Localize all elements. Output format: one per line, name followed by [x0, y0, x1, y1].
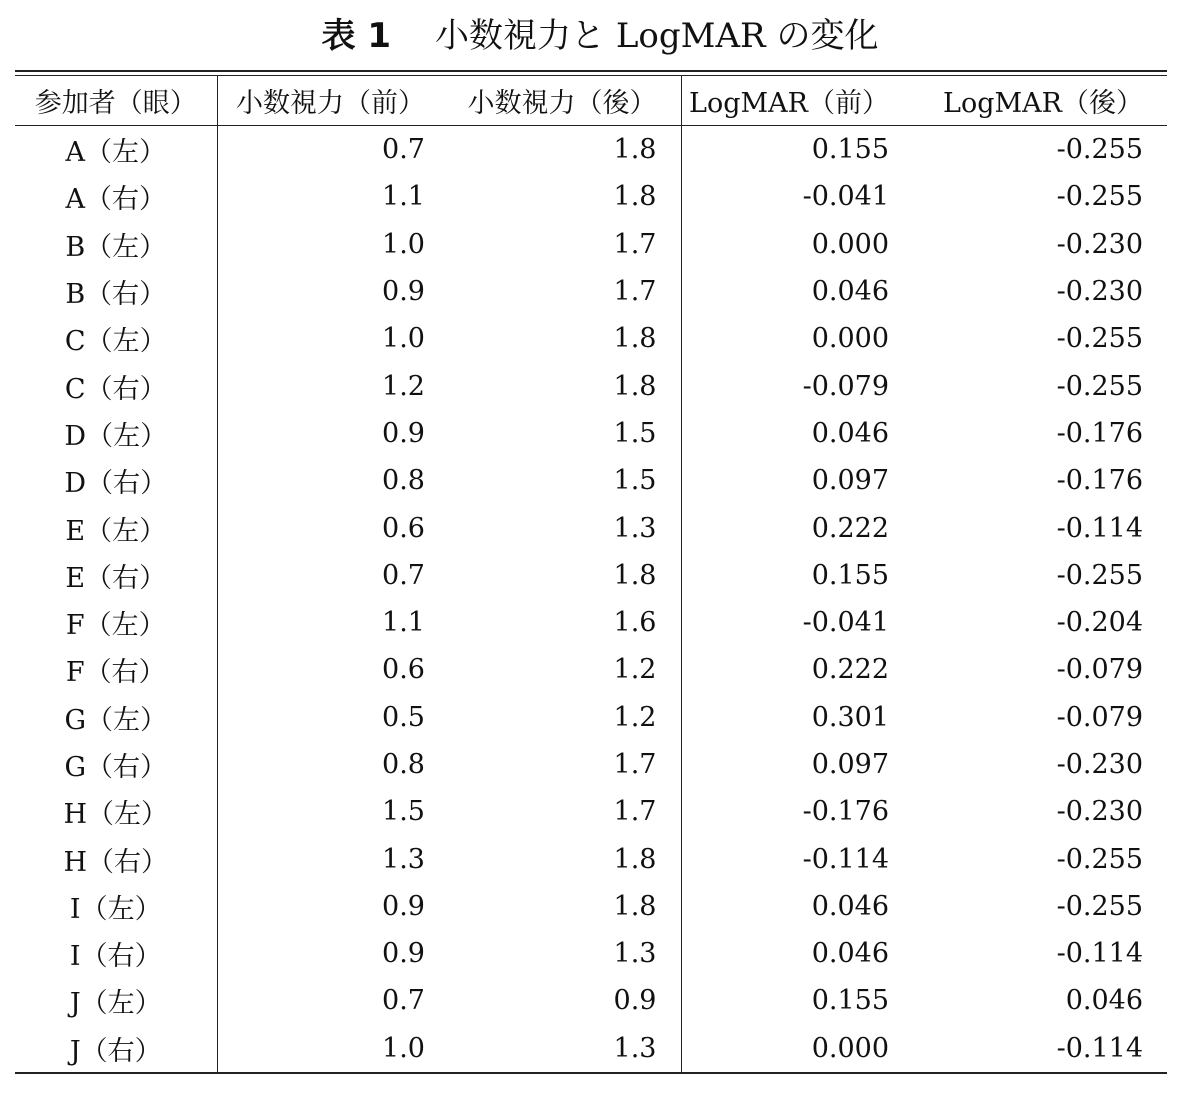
participant-cell: A（右）	[15, 173, 217, 220]
logmar-before-cell: 0.046	[811, 417, 889, 449]
decimal-before-cell: 1.3	[382, 843, 425, 875]
participant-cell: I（右）	[15, 930, 217, 977]
table-row	[15, 126, 1167, 174]
participant-cell: H（左）	[15, 788, 217, 835]
decimal-after-cell: 1.8	[449, 883, 681, 930]
visual-acuity-table	[15, 75, 1167, 1074]
table-row	[15, 410, 1167, 457]
caption-label: 表 1	[321, 16, 392, 56]
participant-cell: I（左）	[15, 883, 217, 930]
participant-cell: E（右）	[15, 552, 217, 599]
table-row	[15, 694, 1167, 741]
decimal-before-cell: 0.7	[382, 559, 425, 591]
logmar-before-cell: 0.046	[811, 938, 889, 970]
decimal-after-cell: 1.7	[449, 741, 681, 788]
table-row	[15, 883, 1167, 930]
participant-cell: G（左）	[15, 694, 217, 741]
participant-cell: F（左）	[15, 599, 217, 646]
participant-cell: G（右）	[15, 741, 217, 788]
table-row	[15, 930, 1167, 977]
decimal-after-cell: 1.3	[449, 504, 681, 551]
decimal-after-cell: 1.8	[449, 362, 681, 409]
logmar-before-cell: 0.000	[811, 323, 889, 355]
logmar-after-cell: -0.230	[1056, 276, 1143, 308]
decimal-before-cell: 1.2	[382, 370, 425, 402]
header-row	[15, 76, 1167, 126]
participant-cell: C（右）	[15, 362, 217, 409]
table-row	[15, 457, 1167, 504]
decimal-before-cell: 0.9	[382, 276, 425, 308]
decimal-after-cell: 1.8	[449, 835, 681, 882]
logmar-before-cell: 0.097	[811, 749, 889, 780]
decimal-before-cell: 0.9	[382, 890, 425, 922]
logmar-before-cell: 0.097	[811, 465, 889, 497]
decimal-before-cell: 0.9	[382, 938, 425, 970]
decimal-before-cell: 0.5	[382, 701, 425, 733]
table-row	[15, 268, 1167, 315]
decimal-before-cell: 1.0	[382, 323, 425, 355]
table-header	[15, 76, 1167, 126]
participant-cell: J（右）	[15, 1025, 217, 1073]
logmar-before-cell: 0.155	[811, 985, 889, 1017]
logmar-after-cell: -0.255	[1056, 559, 1143, 591]
table-row	[15, 221, 1167, 268]
table-row	[15, 362, 1167, 409]
logmar-after-cell: -0.114	[1056, 512, 1143, 544]
header-decimal-after: 小数視力（後）	[449, 76, 681, 126]
table-row	[15, 504, 1167, 551]
participant-cell: B（右）	[15, 268, 217, 315]
participant-cell: A（左）	[15, 126, 217, 174]
table-caption	[0, 14, 1200, 58]
decimal-after-cell: 1.8	[449, 126, 681, 174]
decimal-before-cell: 1.0	[382, 228, 425, 260]
decimal-after-cell: 1.7	[449, 221, 681, 268]
participant-cell: B（左）	[15, 221, 217, 268]
logmar-after-cell: -0.114	[1056, 938, 1143, 970]
table-row	[15, 977, 1167, 1024]
participant-cell: J（左）	[15, 977, 217, 1024]
header-decimal-before: 小数視力（前）	[217, 76, 449, 126]
logmar-after-cell: -0.230	[1056, 228, 1143, 260]
decimal-before-cell: 1.1	[382, 181, 425, 213]
logmar-before-cell: 0.000	[811, 1032, 889, 1064]
table-row	[15, 741, 1167, 788]
participant-cell: H（右）	[15, 835, 217, 882]
table-row	[15, 835, 1167, 882]
decimal-after-cell: 1.7	[449, 788, 681, 835]
logmar-before-cell: 0.046	[811, 276, 889, 308]
table-row	[15, 552, 1167, 599]
caption-title: 小数視力と LogMAR の変化	[435, 16, 879, 56]
logmar-before-cell: 0.155	[811, 134, 889, 166]
logmar-before-cell: 0.155	[811, 559, 889, 591]
decimal-before-cell: 0.8	[382, 465, 425, 497]
decimal-after-cell: 1.8	[449, 552, 681, 599]
table-body	[15, 126, 1167, 1073]
logmar-after-cell: -0.255	[1056, 843, 1143, 875]
decimal-before-cell: 0.6	[382, 512, 425, 544]
logmar-after-cell: -0.255	[1056, 890, 1143, 922]
table-row	[15, 1025, 1167, 1073]
decimal-after-cell: 1.8	[449, 315, 681, 362]
participant-cell: C（左）	[15, 315, 217, 362]
logmar-before-cell: -0.176	[802, 796, 889, 828]
logmar-after-cell: -0.255	[1056, 323, 1143, 355]
logmar-before-cell: 0.000	[811, 228, 889, 260]
decimal-before-cell: 1.1	[382, 607, 425, 639]
participant-cell: F（右）	[15, 646, 217, 693]
header-logmar-before: LogMAR（前）	[681, 76, 913, 126]
logmar-after-cell: -0.230	[1056, 796, 1143, 828]
decimal-after-cell: 1.6	[449, 599, 681, 646]
decimal-before-cell: 1.0	[382, 1032, 425, 1064]
decimal-after-cell: 0.9	[449, 977, 681, 1024]
decimal-after-cell: 1.5	[449, 410, 681, 457]
table-row	[15, 788, 1167, 835]
logmar-after-cell: -0.079	[1056, 654, 1143, 686]
logmar-before-cell: -0.041	[802, 181, 889, 213]
logmar-after-cell: -0.079	[1056, 701, 1143, 733]
decimal-before-cell: 1.5	[382, 796, 425, 828]
logmar-after-cell: -0.230	[1056, 749, 1143, 780]
logmar-after-cell: -0.176	[1056, 465, 1143, 497]
logmar-before-cell: -0.079	[802, 370, 889, 402]
logmar-before-cell: -0.041	[802, 607, 889, 639]
logmar-before-cell: -0.114	[802, 843, 889, 875]
decimal-after-cell: 1.8	[449, 173, 681, 220]
logmar-after-cell: -0.114	[1056, 1032, 1143, 1064]
logmar-before-cell: 0.222	[811, 654, 889, 686]
decimal-after-cell: 1.2	[449, 694, 681, 741]
header-participant: 参加者（眼）	[15, 76, 217, 126]
logmar-before-cell: 0.046	[811, 890, 889, 922]
decimal-before-cell: 0.7	[382, 134, 425, 166]
table-row	[15, 646, 1167, 693]
decimal-after-cell: 1.5	[449, 457, 681, 504]
logmar-before-cell: 0.222	[811, 512, 889, 544]
decimal-after-cell: 1.3	[449, 930, 681, 977]
table-container	[15, 70, 1167, 1074]
decimal-after-cell: 1.7	[449, 268, 681, 315]
decimal-after-cell: 1.2	[449, 646, 681, 693]
logmar-after-cell: -0.255	[1056, 370, 1143, 402]
decimal-before-cell: 0.8	[382, 749, 425, 780]
decimal-before-cell: 0.7	[382, 985, 425, 1017]
table-row	[15, 315, 1167, 362]
logmar-after-cell: -0.204	[1056, 607, 1143, 639]
decimal-before-cell: 0.6	[382, 654, 425, 686]
logmar-after-cell: -0.255	[1056, 134, 1143, 166]
logmar-after-cell: -0.176	[1056, 417, 1143, 449]
decimal-after-cell: 1.3	[449, 1025, 681, 1073]
decimal-before-cell: 0.9	[382, 417, 425, 449]
logmar-after-cell: -0.255	[1056, 181, 1143, 213]
participant-cell: D（左）	[15, 410, 217, 457]
logmar-before-cell: 0.301	[811, 701, 889, 733]
participant-cell: E（左）	[15, 504, 217, 551]
table-row	[15, 599, 1167, 646]
participant-cell: D（右）	[15, 457, 217, 504]
header-logmar-after: LogMAR（後）	[913, 76, 1167, 126]
table-row	[15, 173, 1167, 220]
logmar-after-cell: 0.046	[1065, 985, 1143, 1017]
